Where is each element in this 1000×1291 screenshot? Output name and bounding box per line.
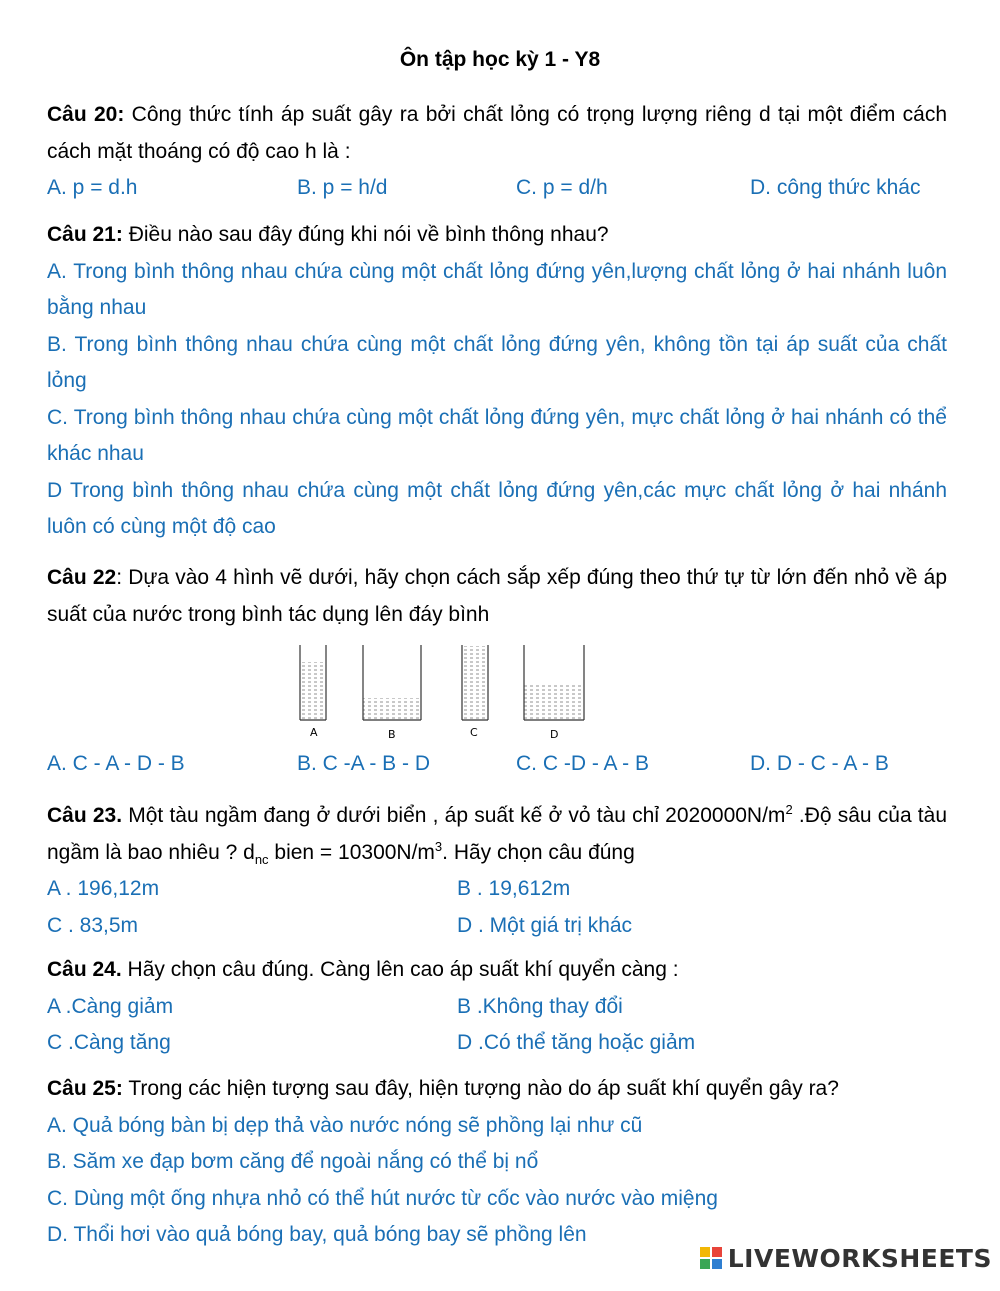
vessel-b-label: B bbox=[388, 728, 396, 741]
option-b[interactable]: B. p = h/d bbox=[297, 176, 388, 199]
logo-icon bbox=[700, 1247, 722, 1269]
question-23-options-row1 bbox=[47, 871, 947, 908]
option-b[interactable]: B .Không thay đổi bbox=[457, 994, 623, 1018]
option-c[interactable]: C. p = d/h bbox=[516, 176, 608, 199]
question-20-options bbox=[47, 170, 947, 207]
question-23-stem: Câu 23. Một tàu ngầm đang ở dưới biển , áp suất kế ở vỏ tàu chỉ $2020000N/m^2$ .Độ sâu của tàu ngầm là bao nhiêu ? $d_{nc}$ bien = $10300N/m^3$. Hãy chọn câu đúng bbox=[47, 802, 948, 867]
question-22-options bbox=[47, 746, 947, 783]
question-25-text: Trong các hiện tượng sau đây, hiện tượng nào do áp suất khí quyển gây ra? bbox=[122, 1077, 839, 1100]
option-c[interactable]: C .Càng tăng bbox=[47, 1031, 171, 1054]
question-25-stem bbox=[47, 1071, 947, 1108]
option-d[interactable]: D. D - C - A - B bbox=[750, 752, 889, 775]
option-c[interactable]: C. Trong bình thông nhau chứa cùng một chất lỏng đứng yên, mực chất lỏng ở hai nhánh có thể khác nhau bbox=[47, 405, 947, 465]
question-25 bbox=[47, 1071, 947, 1254]
option-d[interactable]: D. Thổi hơi vào quả bóng bay, quả bóng bay sẽ phồng lên bbox=[47, 1223, 587, 1246]
vessel-c bbox=[462, 645, 488, 739]
vessel-d-label: D bbox=[550, 728, 559, 741]
question-22 bbox=[47, 560, 947, 633]
question-24-label: Câu 24. bbox=[47, 958, 122, 981]
question-22-text: : Dựa vào 4 hình vẽ dưới, hãy chọn cách sắp xếp đúng theo thứ tự từ lớn đến nhỏ về áp suất của nước trong bình tác dụng lên đáy bình bbox=[47, 566, 947, 626]
option-a[interactable]: A. Quả bóng bàn bị dẹp thả vào nước nóng sẽ phồng lại như cũ bbox=[47, 1113, 643, 1137]
vessel-a-label: A bbox=[310, 726, 318, 739]
option-b[interactable]: B. Săm xe đạp bơm căng để ngoài nắng có thể bị nổ bbox=[47, 1150, 539, 1173]
option-b[interactable]: B. Trong bình thông nhau chứa cùng một chất lỏng đứng yên, không tồn tại áp suất của chất lỏng bbox=[47, 332, 947, 392]
question-20-label: Câu 20: bbox=[47, 103, 125, 126]
liveworksheets-logo bbox=[700, 1241, 992, 1275]
option-c[interactable]: C. C -D - A - B bbox=[516, 752, 650, 775]
question-24-text: Hãy chọn câu đúng. Càng lên cao áp suất khí quyển càng : bbox=[121, 958, 679, 981]
option-c[interactable]: C. Dùng một ống nhựa nhỏ có thể hút nước từ cốc vào nước vào miệng bbox=[47, 1186, 718, 1210]
question-20-text: Công thức tính áp suất gây ra bởi chất lỏng có trọng lượng riêng d tại một điểm cách cách mặt thoáng có độ cao h là : bbox=[47, 103, 947, 163]
question-23-options-row2 bbox=[47, 908, 947, 945]
question-22-label: Câu 22 bbox=[47, 566, 117, 589]
option-d[interactable]: D Trong bình thông nhau chứa cùng một chất lỏng đứng yên,các mực chất lỏng ở hai nhánh luôn có cùng một độ cao bbox=[47, 478, 947, 538]
option-b[interactable]: B. C -A - B - D bbox=[297, 752, 431, 775]
option-d[interactable]: D .Có thể tăng hoặc giảm bbox=[457, 1031, 696, 1054]
option-d[interactable]: D. công thức khác bbox=[750, 176, 921, 199]
question-24-stem bbox=[47, 952, 947, 989]
vessel-d bbox=[524, 645, 584, 741]
question-20-stem bbox=[47, 97, 947, 170]
option-c[interactable]: C . 83,5m bbox=[47, 913, 139, 937]
question-21-label: Câu 21: bbox=[47, 223, 123, 246]
question-22-stem bbox=[47, 560, 947, 633]
question-21 bbox=[47, 217, 947, 546]
page-title: Ôn tập học kỳ 1 - Y8 bbox=[399, 48, 601, 71]
question-20 bbox=[47, 97, 947, 207]
question-24-options-row2 bbox=[47, 1025, 947, 1062]
question-25-label: Câu 25: bbox=[47, 1077, 123, 1100]
question-23-label: Câu 23. bbox=[47, 804, 123, 827]
vessel-b bbox=[363, 645, 421, 741]
logo-text: LIVEWORKSHEETS bbox=[727, 1243, 992, 1273]
option-a[interactable]: A .Càng giảm bbox=[47, 994, 174, 1018]
option-d[interactable]: D . Một giá trị khác bbox=[457, 913, 633, 937]
vessel-c-label: C bbox=[470, 726, 478, 739]
option-b[interactable]: B . 19,612m bbox=[457, 877, 571, 900]
vessel-a bbox=[300, 645, 326, 739]
question-21-stem bbox=[47, 217, 947, 254]
question-21-text: Điều nào sau đây đúng khi nói về bình thông nhau? bbox=[122, 223, 609, 246]
question-24-options-row1 bbox=[47, 989, 947, 1026]
option-a[interactable]: A . 196,12m bbox=[47, 877, 160, 900]
option-a[interactable]: A. p = d.h bbox=[47, 176, 138, 199]
question-24 bbox=[47, 952, 947, 1062]
vessels-figure bbox=[290, 640, 600, 745]
option-a[interactable]: A. C - A - D - B bbox=[47, 752, 185, 775]
option-a[interactable]: A. Trong bình thông nhau chứa cùng một chất lỏng đứng yên,lượng chất lỏng ở hai nhánh luôn bằng nhau bbox=[47, 259, 947, 319]
question-23 bbox=[47, 798, 947, 944]
